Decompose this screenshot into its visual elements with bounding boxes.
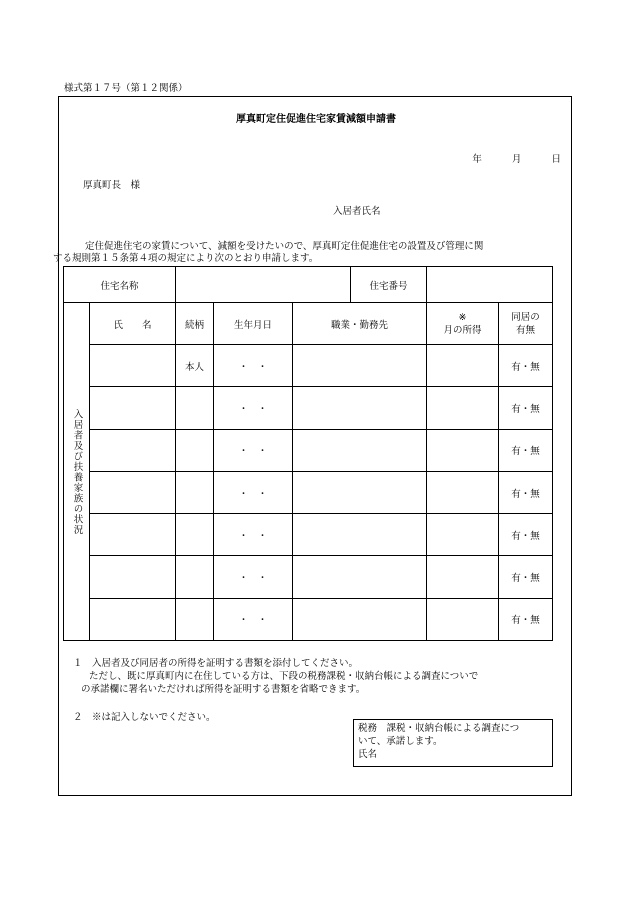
cohabit-choice[interactable]: 有・無 xyxy=(499,387,553,429)
cohabit-choice[interactable]: 有・無 xyxy=(499,556,553,598)
table-row xyxy=(64,429,553,471)
applicant-name-label: 入居者氏名 xyxy=(333,206,381,217)
table-row xyxy=(64,387,553,429)
income-field xyxy=(427,345,499,387)
cohabit-choice[interactable]: 有・無 xyxy=(499,471,553,513)
birthdate-field[interactable]: ・ ・ xyxy=(214,471,293,513)
notes xyxy=(73,657,478,696)
header-relation: 続柄 xyxy=(176,303,214,345)
note-2: ２ ※は記入しないでください。 xyxy=(73,712,216,723)
income-field xyxy=(427,556,499,598)
header-name: 氏 名 xyxy=(90,303,176,345)
household-side-label: 入居者及び扶養家族の状況 xyxy=(71,408,83,535)
income-note-mark: ※ xyxy=(458,311,467,323)
day-label: 日 xyxy=(551,154,561,165)
relation-field[interactable] xyxy=(176,556,214,598)
name-field[interactable] xyxy=(90,429,176,471)
birthdate-field[interactable]: ・ ・ xyxy=(214,429,293,471)
header-occupation: 職業・勤務先 xyxy=(293,303,427,345)
table-row xyxy=(64,514,553,556)
form-title: 厚真町定住促進住宅家賃減額申請書 xyxy=(236,114,396,125)
income-label: 月の所得 xyxy=(443,324,482,336)
housing-number-label: 住宅番号 xyxy=(351,267,427,303)
relation-field[interactable] xyxy=(176,598,214,640)
occupation-field[interactable] xyxy=(293,556,427,598)
date-line xyxy=(472,151,561,165)
name-field[interactable] xyxy=(90,345,176,387)
table-row xyxy=(64,345,553,387)
cohabit-label-1: 同居の xyxy=(511,311,540,323)
relation-field[interactable] xyxy=(176,387,214,429)
form-number: 様式第１７号（第１２関係） xyxy=(64,83,188,94)
addressee: 厚真町長 様 xyxy=(83,180,141,191)
income-field xyxy=(427,429,499,471)
occupation-field[interactable] xyxy=(293,429,427,471)
header-birthdate: 生年月日 xyxy=(214,303,293,345)
birthdate-field[interactable]: ・ ・ xyxy=(214,598,293,640)
name-field[interactable] xyxy=(90,556,176,598)
note-1: １ 入居者及び同居者の所得を証明する書類を添付してください。 xyxy=(73,658,359,669)
cohabit-choice[interactable]: 有・無 xyxy=(499,598,553,640)
statement-line-2: する規則第１５条第４項の規定により次のとおり申請します。 xyxy=(53,253,319,264)
relation-cell: 本人 xyxy=(176,345,214,387)
consent-name-field[interactable] xyxy=(358,748,548,761)
occupation-field[interactable] xyxy=(293,387,427,429)
cohabit-choice[interactable]: 有・無 xyxy=(499,429,553,471)
statement-line-1: 定住促進住宅の家賃について、減額を受けたいので、厚真町定住促進住宅の設置及び管理に関 xyxy=(85,241,484,252)
month-label: 月 xyxy=(511,154,522,165)
consent-line-2: いて、承諾します。 xyxy=(358,736,443,747)
income-field xyxy=(427,471,499,513)
occupation-field[interactable] xyxy=(293,514,427,556)
relation-field[interactable] xyxy=(176,429,214,471)
name-field[interactable] xyxy=(90,471,176,513)
cohabit-label-2: 有無 xyxy=(515,324,535,336)
note-1-proviso-cont: の承諾欄に署名いただければ所得を証明する書類を省略できます。 xyxy=(81,684,366,695)
header-cohabit xyxy=(499,303,553,345)
name-field[interactable] xyxy=(90,514,176,556)
cohabit-choice[interactable]: 有・無 xyxy=(499,514,553,556)
consent-line-1: 税務 課税・収納台帳による調査につ xyxy=(358,723,520,734)
birthdate-field[interactable]: ・ ・ xyxy=(214,345,293,387)
housing-number-field[interactable] xyxy=(427,267,553,303)
tax-consent-box xyxy=(353,719,553,767)
table-row xyxy=(64,556,553,598)
application-statement xyxy=(53,241,563,265)
name-field[interactable] xyxy=(90,598,176,640)
birthdate-field[interactable]: ・ ・ xyxy=(214,556,293,598)
occupation-field[interactable] xyxy=(293,471,427,513)
note-1-proviso: ただし、既に厚真町内に在住している方は、下段の税務課税・収納台帳による調査についで xyxy=(89,671,479,682)
income-field xyxy=(427,514,499,556)
birthdate-field[interactable]: ・ ・ xyxy=(214,514,293,556)
housing-name-field[interactable] xyxy=(176,267,351,303)
header-income xyxy=(427,303,499,345)
relation-field[interactable] xyxy=(176,514,214,556)
occupation-field[interactable] xyxy=(293,345,427,387)
relation-field[interactable] xyxy=(176,471,214,513)
housing-name-label: 住宅名称 xyxy=(64,267,176,303)
table-row xyxy=(64,598,553,640)
household-table xyxy=(63,266,553,641)
consent-name-label: 氏名 xyxy=(358,749,378,760)
birthdate-field[interactable]: ・ ・ xyxy=(214,387,293,429)
income-field xyxy=(427,598,499,640)
cohabit-choice[interactable]: 有・無 xyxy=(499,345,553,387)
form-frame xyxy=(53,96,572,796)
income-field xyxy=(427,387,499,429)
table-row xyxy=(64,471,553,513)
name-field[interactable] xyxy=(90,387,176,429)
year-label: 年 xyxy=(472,154,482,165)
household-side-label-cell xyxy=(64,303,90,641)
occupation-field[interactable] xyxy=(293,598,427,640)
